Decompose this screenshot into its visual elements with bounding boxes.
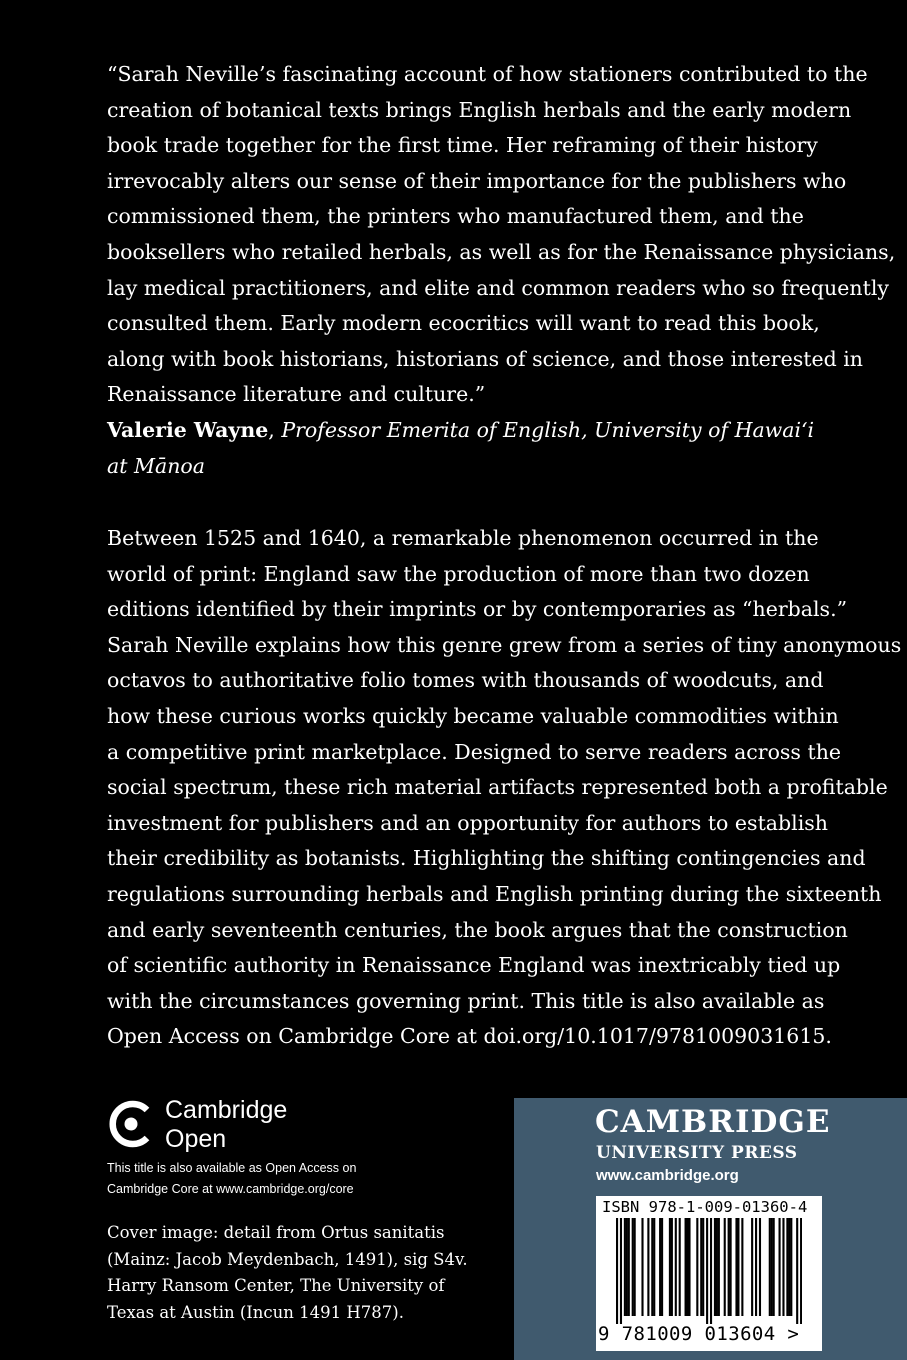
barcode-bar — [647, 1218, 649, 1316]
barcode-bar — [700, 1218, 702, 1316]
description-line: of scientific authority in Renaissance England was inextricably tied up — [107, 953, 841, 978]
description-line: a competitive print marketplace. Designed to serve readers across the — [107, 739, 842, 764]
description-line: with the circumstances governing print. This title is also available as — [107, 988, 825, 1013]
barcode-bar — [771, 1218, 773, 1316]
barcode-bar — [714, 1218, 716, 1316]
cambridge-open-wordmark — [165, 1096, 287, 1154]
quote-line: lay medical practitioners, and elite and common readers who so frequently — [107, 275, 889, 300]
quote-line: irrevocably alters our sense of their importance for the publishers who — [107, 168, 847, 193]
description-line: Between 1525 and 1640, a remarkable phenomenon occurred in the — [107, 526, 819, 550]
quote-line: book trade together for the first time. Her reframing of their history — [107, 133, 818, 158]
barcode-bar — [728, 1218, 730, 1316]
barcode-bar — [724, 1218, 726, 1316]
barcode-bar — [659, 1218, 661, 1316]
description-line: regulations surrounding herbals and English printing during the sixteenth — [107, 881, 882, 906]
barcode-bar — [741, 1218, 743, 1316]
cover-credit-line: Cover image: detail from Ortus sanitatis — [107, 1223, 445, 1242]
barcode-digits: 9 781009 013604 > — [598, 1323, 800, 1345]
barcode-bar — [688, 1218, 690, 1316]
barcode-bar — [675, 1218, 677, 1316]
publisher-subname: UNIVERSITY PRESS — [596, 1143, 798, 1163]
cover-credit-line: Harry Ransom Center, The University of — [107, 1276, 445, 1295]
quote-line: along with book historians, historians of science, and those interested in — [107, 346, 863, 371]
barcode-bar — [735, 1218, 737, 1316]
cambridge-open-wordmark-line2: Open — [165, 1125, 227, 1153]
endorsement-quote — [107, 57, 896, 484]
publisher-url: www.cambridge.org — [596, 1167, 739, 1184]
barcode-bar — [782, 1218, 784, 1316]
quote-affiliation-continued: at Mānoa — [107, 453, 205, 478]
barcode-bar — [710, 1218, 712, 1324]
barcode-bar — [706, 1218, 708, 1324]
quote-affiliation: Professor Emerita of English, University of Hawai‘i — [281, 417, 815, 442]
description-line: octavos to authoritative folio tomes with thousands of woodcuts, and — [107, 668, 824, 693]
cambridge-open-c-icon — [107, 1100, 155, 1148]
barcode-bar — [696, 1218, 698, 1316]
cambridge-open-wordmark-line1: Cambridge — [165, 1096, 288, 1124]
barcode-bar — [626, 1218, 628, 1316]
barcode-bar — [632, 1218, 634, 1316]
quote-author-separator: , — [268, 417, 282, 442]
barcode-bar — [661, 1218, 663, 1316]
description-line: Open Access on Cambridge Core at doi.org/10.1017/9781009031615. — [107, 1024, 832, 1049]
cambridge-open-logo — [107, 1096, 317, 1156]
description-line: their credibility as botanists. Highlighting the shifting contingencies and — [107, 846, 866, 871]
quote-line: “Sarah Neville’s fascinating account of how stationers contributed to the — [107, 62, 868, 86]
barcode-bar — [779, 1218, 781, 1316]
publisher-name: CAMBRIDGE — [595, 1104, 831, 1140]
barcode-bar — [759, 1218, 761, 1316]
quote-line: booksellers who retailed herbals, as well as for the Renaissance physicians, — [107, 239, 896, 264]
publisher-panel — [514, 1098, 907, 1360]
barcode-bar — [679, 1218, 681, 1316]
barcode-bar — [620, 1218, 622, 1324]
description-line: investment for publishers and an opportunity for authors to establish — [107, 810, 828, 835]
open-access-note — [107, 1158, 356, 1200]
barcode-bar — [716, 1218, 718, 1316]
barcode-bar — [669, 1218, 671, 1316]
barcode-bar — [651, 1218, 653, 1316]
barcode-bar — [751, 1218, 753, 1316]
barcode-bar — [634, 1218, 636, 1316]
barcode-bar — [624, 1218, 626, 1316]
cover-credit-line: Texas at Austin (Incun 1491 H787). — [107, 1302, 404, 1322]
barcode-bar — [671, 1218, 673, 1316]
cover-image-credit — [107, 1220, 468, 1326]
isbn-number: ISBN 978-1-009-01360-4 — [602, 1198, 808, 1216]
barcode-bar — [641, 1218, 643, 1316]
barcode-bar — [769, 1218, 771, 1316]
barcode-bar — [786, 1218, 788, 1316]
barcode-bar — [718, 1218, 720, 1316]
description-line: and early seventeenth centuries, the book argues that the construction — [107, 917, 848, 942]
open-access-note-line: This title is also available as Open Access on — [107, 1161, 357, 1175]
open-access-note-line: Cambridge Core at www.cambridge.org/core — [107, 1182, 354, 1196]
barcode-bar — [616, 1218, 618, 1324]
quote-line: commissioned them, the printers who manufactured them, and the — [107, 204, 804, 229]
quote-attribution — [107, 413, 817, 449]
barcode-bars — [616, 1218, 802, 1324]
description-line: world of print: England saw the production of more than two dozen — [107, 561, 810, 586]
barcode-bar — [755, 1218, 757, 1316]
barcode-bar — [685, 1218, 687, 1316]
barcode-bar — [773, 1218, 775, 1316]
quote-line: Renaissance literature and culture.” — [107, 382, 486, 407]
barcode-bar — [790, 1218, 792, 1316]
quote-author: Valerie Wayne — [107, 417, 269, 442]
barcode-bar — [653, 1218, 655, 1316]
description-line: how these curious works quickly became valuable commodities within — [107, 703, 839, 728]
barcode-bar — [730, 1218, 732, 1316]
barcode-bar — [686, 1218, 688, 1316]
barcode-bar — [702, 1218, 704, 1316]
barcode-bar — [737, 1218, 739, 1316]
book-description — [107, 521, 902, 1055]
quote-line: consulted them. Early modern ecocritics will want to read this book, — [107, 311, 820, 336]
barcode-bar — [800, 1218, 802, 1324]
description-line: Sarah Neville explains how this genre grew from a series of tiny anonymous — [107, 632, 902, 657]
description-line: social spectrum, these rich material artifacts represented both a profitable — [107, 775, 888, 800]
barcode-bar — [628, 1218, 630, 1316]
quote-line: creation of botanical texts brings English herbals and the early modern — [107, 97, 852, 122]
barcode-bar — [796, 1218, 798, 1324]
isbn-barcode — [596, 1196, 822, 1351]
barcode-bar — [788, 1218, 790, 1316]
description-line: editions identified by their imprints or by contemporaries as “herbals.” — [107, 597, 848, 622]
cover-credit-line: (Mainz: Jacob Meydenbach, 1491), sig S4v. — [107, 1249, 468, 1269]
